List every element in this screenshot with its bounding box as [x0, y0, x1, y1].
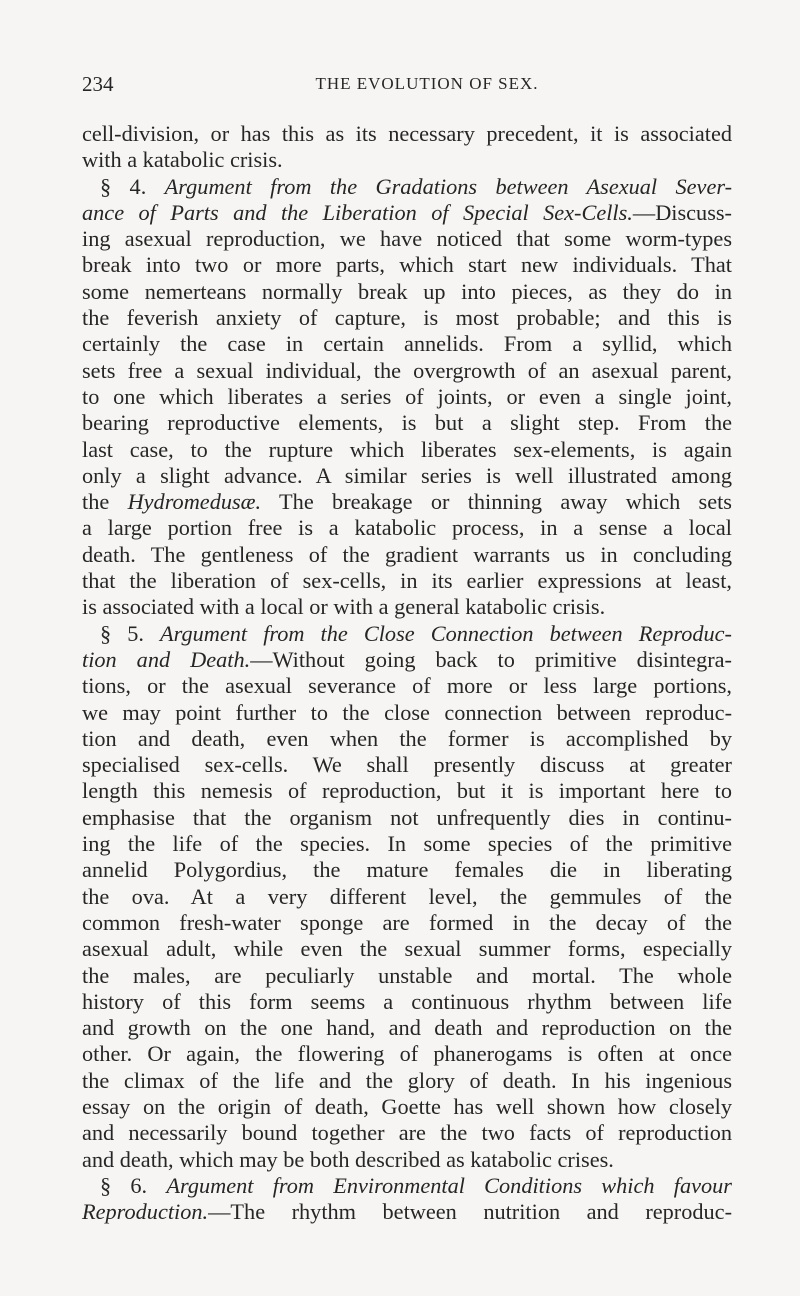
text-line: and death, which may be both described as katabolic crises. — [82, 1146, 614, 1172]
text-line: we may point further to the close connection between reproduc- — [82, 699, 732, 725]
text-line: history of this form seems a continuous rhythm between life — [82, 988, 732, 1014]
text-line: specialised sex-cells. We shall presently discuss at greater — [82, 752, 732, 778]
text-line: some nemerteans normally break up into pieces, as they do in — [82, 278, 732, 304]
text-line: essay on the origin of death, Goette has well shown how closely — [82, 1093, 732, 1119]
text-line: and growth on the one hand, and death and reproduction on the — [82, 1015, 732, 1041]
running-title: THE EVOLUTION OF SEX. — [315, 74, 539, 93]
text-line: annelid Polygordius, the mature females die in liberating — [82, 857, 732, 883]
text-line: only a slight advance. A similar series is well illustrated among — [82, 462, 732, 488]
text-line: to one which liberates a series of joints, or even a single joint, — [82, 383, 732, 409]
text-line: and necessarily bound together are the two facts of reproduction — [82, 1120, 732, 1146]
text-line: common fresh-water sponge are formed in the decay of the — [82, 909, 732, 935]
text-line: the climax of the life and the glory of death. In his ingenious — [82, 1067, 732, 1093]
text-line: with a katabolic crisis. — [82, 147, 283, 173]
body-text — [82, 121, 732, 1225]
text-line: sets free a sexual individual, the overgrowth of an asexual parent, — [82, 357, 732, 383]
text-line: other. Or again, the flowering of phanerogams is often at once — [82, 1041, 732, 1067]
section-heading-line: Reproduction.—The rhythm between nutrition and reproduc- — [82, 1199, 732, 1225]
text-line: asexual adult, while even the sexual summer forms, especially — [82, 936, 732, 962]
text-line: break into two or more parts, which start new individuals. That — [82, 252, 732, 278]
section-heading-line: § 4. Argument from the Gradations between Asexual Sever- — [100, 173, 732, 199]
section-heading-line: ance of Parts and the Liberation of Special Sex-Cells.—Discuss- — [82, 199, 732, 225]
section-heading-line: § 5. Argument from the Close Connection between Reproduc- — [100, 620, 732, 646]
page-header — [82, 72, 732, 102]
text-line: the ova. At a very different level, the gemmules of the — [82, 883, 732, 909]
text-line: cell-division, or has this as its necessary precedent, it is associated — [82, 121, 732, 146]
text-line: certainly the case in certain annelids. From a syllid, which — [82, 331, 732, 357]
text-line: tions, or the asexual severance of more or less large portions, — [82, 673, 732, 699]
text-line: a large portion free is a katabolic process, in a sense a local — [82, 515, 732, 541]
text-line: tion and death, even when the former is accomplished by — [82, 725, 732, 751]
page-number: 234 — [82, 72, 114, 96]
section-heading-line: § 6. Argument from Environmental Conditions which favour — [100, 1172, 732, 1198]
text-line: the Hydromedusæ. The breakage or thinning away which sets — [82, 489, 732, 515]
text-line: last case, to the rupture which liberates sex-elements, is again — [82, 436, 732, 462]
text-line: ing asexual reproduction, we have noticed that some worm-types — [82, 226, 732, 252]
text-line: the males, are peculiarly unstable and mortal. The whole — [82, 962, 732, 988]
text-line: that the liberation of sex-cells, in its earlier expressions at least, — [82, 568, 732, 594]
text-line: length this nemesis of reproduction, but it is important here to — [82, 778, 732, 804]
section-heading-line: tion and Death.—Without going back to primitive disintegra- — [82, 646, 732, 672]
text-line: ing the life of the species. In some species of the primitive — [82, 831, 732, 857]
text-line: emphasise that the organism not unfrequently dies in continu- — [82, 804, 732, 830]
text-line: is associated with a local or with a general katabolic crisis. — [82, 594, 606, 620]
text-line: the feverish anxiety of capture, is most probable; and this is — [82, 305, 732, 331]
text-line: death. The gentleness of the gradient warrants us in concluding — [82, 541, 732, 567]
text-line: bearing reproductive elements, is but a slight step. From the — [82, 410, 732, 436]
